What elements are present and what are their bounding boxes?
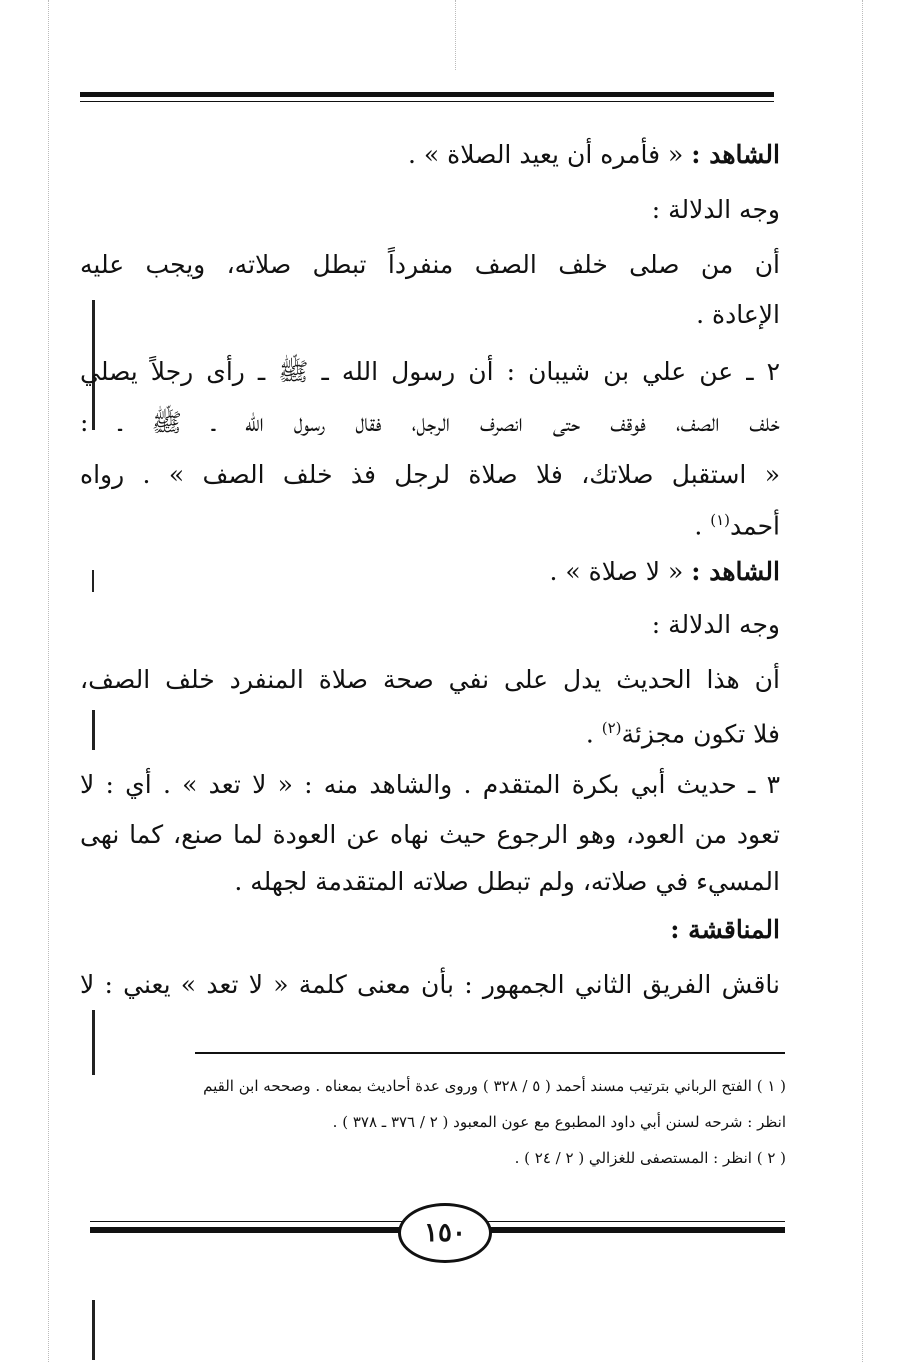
- margin-bar: [92, 1010, 95, 1075]
- scan-dot-line-center: [455, 0, 456, 70]
- footnote-1-line-1: ( ١ ) الفتح الرباني بترتيب مسند أحمد ( ٥ / ٣٢٨ ) وروى عدة أحاديث بمعناه . وصححه ابن القيم: [203, 1077, 786, 1095]
- top-rule-thin: [80, 101, 774, 102]
- text-line: الإعادة .: [696, 300, 780, 329]
- text-line: « استقبل صلاتك، فلا صلاة لرجل فذ خلف الصف » . رواه: [80, 460, 780, 489]
- footnote-2: ( ٢ ) انظر : المستصفى للغزالي ( ٢ / ٢٤ ) .: [514, 1149, 786, 1167]
- text-fragment: فلا تكون مجزئة: [621, 719, 780, 749]
- shahid-line-1: [80, 135, 780, 175]
- text-line: فلا تكون مجزئة$^{(٢)}$ .: [585, 719, 780, 749]
- footnote-separator: [195, 1052, 785, 1054]
- shahid-text: « لا صلاة » .: [549, 557, 684, 586]
- text-line: أحمد$^{(١)}$ .: [694, 511, 780, 541]
- top-rule-thick: [80, 92, 774, 97]
- text-line: المسيء في صلاته، ولم تبطل صلاته المتقدمة لجهله .: [234, 867, 780, 896]
- shahid-label: الشاهد :: [691, 557, 780, 586]
- text-line: أن من صلى خلف الصف منفرداً تبطل صلاته، ويجب عليه: [80, 250, 780, 279]
- shahid-label: الشاهد :: [691, 140, 780, 169]
- text-line: خلف الصف، فوقف حتى انصرف الرجل، فقال رسول الله ـ ﷺ ـ :: [80, 408, 780, 437]
- page-number: ١٥٠: [398, 1203, 492, 1263]
- text-line: ٢ ـ عن علي بن شيبان : أن رسول الله ـ ﷺ ـ رأى رجلاً يصلي: [80, 357, 780, 386]
- footnote-1-line-2: انظر : شرحه لسنن أبي داود المطبوع مع عون المعبود ( ٢ / ٣٧٦ ـ ٣٧٨ ) .: [332, 1113, 786, 1131]
- text-line: ٣ ـ حديث أبي بكرة المتقدم . والشاهد منه : « لا تعد » . أي : لا: [80, 770, 780, 799]
- section-heading: المناقشة :: [670, 915, 780, 944]
- footnote-marker: (٢): [601, 719, 622, 737]
- wajh-dalala-1: وجه الدلالة :: [651, 195, 780, 224]
- text-line: ناقش الفريق الثاني الجمهور : بأن معنى كلمة « لا تعد » يعني : لا: [80, 970, 780, 999]
- footnote-marker: (١): [710, 511, 731, 529]
- text-line: أن هذا الحديث يدل على نفي صحة صلاة المنفرد خلف الصف،: [80, 665, 780, 694]
- text-fragment: أحمد: [730, 511, 780, 541]
- wajh-dalala-2: وجه الدلالة :: [651, 610, 780, 639]
- scan-dot-line-right: [862, 0, 863, 1362]
- scan-dot-line-left: [48, 0, 49, 1362]
- text-line: تعود من العود، وهو الرجوع حيث نهاه عن العودة لما صنع، كما نهى: [80, 820, 780, 849]
- shahid-text: « فأمره أن يعيد الصلاة » .: [407, 140, 684, 169]
- margin-bar: [92, 1300, 95, 1360]
- shahid-line-2: [80, 552, 780, 592]
